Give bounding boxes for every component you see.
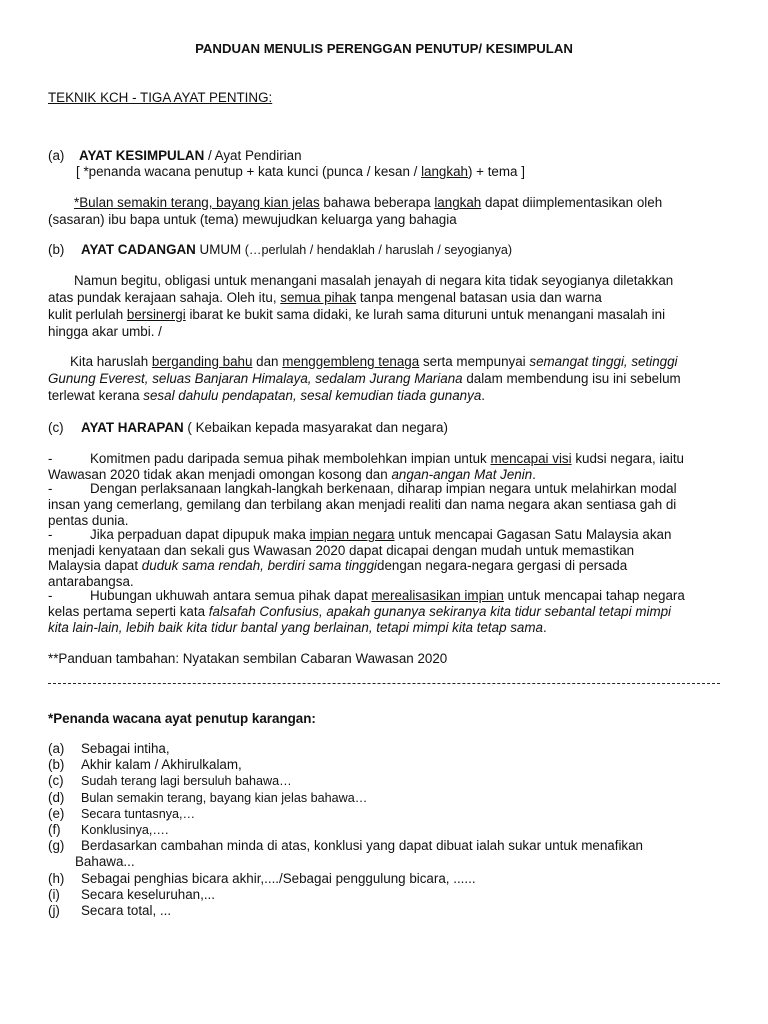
list-item: [48, 838, 728, 854]
list-item: [48, 757, 728, 773]
section-b-para2-line3: terlewat kerana sesal dahulu pendapatan, sesal kemudian tiada gunanya.: [48, 388, 486, 403]
list-item-text: Secara tuntasnya,…: [81, 806, 196, 821]
list-item: [48, 854, 728, 870]
section-c-item3-line3: Malaysia dapat duduk sama rendah, berdiri sama tinggidengan negara-negara gergasi di persada: [48, 558, 628, 573]
section-b-para1-line4: hingga akar umbi. /: [48, 324, 162, 339]
penanda-wacana-list: [48, 741, 728, 919]
additional-guidance-note: **Panduan tambahan: Nyatakan sembilan Cabaran Wawasan 2020: [48, 651, 448, 666]
section-c-item4-line1: - Hubungan ukhuwah antara semua pihak dapat merealisasikan impian untuk mencapai tahap negara: [48, 588, 685, 603]
list-item-text: Sebagai penghias bicara akhir,..../Sebagai penggulung bicara, ......: [81, 870, 476, 886]
list-item-text: Konklusinya,….: [81, 822, 169, 837]
section-c-item2-line2: insan yang cemerlang, gemilang dan terbilang akan menjadi realiti dan nama negara akan sentiasa gah di: [48, 497, 677, 512]
list-heading: *Penanda wacana ayat penutup karangan:: [48, 711, 316, 726]
section-a-example-line2: (sasaran) ibu bapa untuk (tema) mewujudkan keluarga yang bahagia: [48, 212, 457, 227]
list-item: [48, 822, 728, 838]
list-item-text: Berdasarkan cambahan minda di atas, konklusi yang dapat dibuat ialah sukar untuk menafikan: [81, 838, 644, 854]
list-item-label: (d): [48, 789, 65, 805]
list-item-text: Secara total, ...: [81, 902, 172, 918]
section-b-para1-line3: kulit perlulah bersinergi ibarat ke bukit sama didaki, ke lurah sama dituruni untuk menangani masalah ini: [48, 307, 666, 322]
section-c-title: AYAT HARAPAN: [81, 420, 184, 435]
section-b-heading: (b) AYAT CADANGAN UMUM (…perlulah / hendaklah / haruslah / seyogianya): [48, 242, 513, 257]
section-c-item3-line4: antarabangsa.: [48, 574, 134, 589]
list-item: [48, 790, 728, 806]
section-c-label: (c): [48, 420, 64, 435]
list-item-label: (c): [48, 773, 64, 789]
section-b-para2-line1: Kita haruslah berganding bahu dan menggembleng tenaga serta mempunyai semangat tinggi, setinggi: [70, 354, 678, 369]
list-item: [48, 741, 728, 757]
dashed-divider: [48, 683, 720, 684]
teknik-heading: TEKNIK KCH - TIGA AYAT PENTING:: [48, 90, 273, 105]
section-c-item1-line2: Wawasan 2020 tidak akan menjadi omongan kosong dan angan-angan Mat Jenin.: [48, 467, 536, 482]
list-item-text: Sebagai intiha,: [81, 741, 170, 756]
section-a-title-rest: / Ayat Pendirian: [204, 148, 302, 163]
section-c-item3-line1: - Jika perpaduan dapat dipupuk maka impian negara untuk mencapai Gagasan Satu Malaysia akan: [48, 527, 672, 542]
section-c-item3-line2: menjadi kenyataan dan sekali gus Wawasan 2020 dapat dicapai dengan mudah untuk memastikan: [48, 543, 635, 558]
list-item-label: (h): [48, 870, 65, 886]
list-item-text: Akhir kalam / Akhirulkalam,: [81, 757, 242, 773]
list-item-label: (a): [48, 741, 65, 756]
section-c-item2-line3: pentas dunia.: [48, 513, 129, 528]
section-a-formula: [ *penanda wacana penutup + kata kunci (punca / kesan / langkah) + tema ]: [76, 164, 525, 179]
section-a-label: (a): [48, 148, 65, 163]
page-title: PANDUAN MENULIS PERENGGAN PENUTUP/ KESIMPULAN: [195, 41, 573, 56]
section-c-item2-line1: - Dengan perlaksanaan langkah-langkah berkenaan, diharap impian negara untuk melahirkan modal: [48, 481, 677, 496]
section-a-title: AYAT KESIMPULAN: [79, 148, 205, 163]
section-b-para1-line2: atas pundak kerajaan sahaja. Oleh itu, semua pihak tanpa mengenal batasan usia dan warna: [48, 290, 602, 305]
list-item-text: Sudah terang lagi bersuluh bahawa…: [81, 774, 292, 789]
list-item: [48, 871, 728, 887]
section-b-label: (b): [48, 242, 65, 257]
section-b-para2-line2: Gunung Everest, seluas Banjaran Himalaya, sedalam Jurang Mariana dalam membendung isu ini sebelum: [48, 371, 681, 386]
section-b-title: AYAT CADANGAN: [81, 242, 196, 257]
section-b-hint: (…perlulah / hendaklah / haruslah / seyogianya): [241, 243, 513, 257]
list-item-text: Bahawa...: [75, 854, 135, 870]
list-item-label: (b): [48, 757, 65, 773]
list-item-label: (f): [48, 821, 61, 837]
list-item: [48, 903, 728, 919]
section-a-heading: [48, 148, 728, 165]
list-item: [48, 773, 728, 789]
list-item-label: (g): [48, 838, 65, 854]
section-c-item1-line1: - Komitmen padu daripada semua pihak membolehkan impian untuk mencapai visi kudsi negara, iaitu: [48, 451, 684, 466]
list-item-text: Secara keseluruhan,...: [81, 886, 215, 902]
list-item-label: (e): [48, 805, 65, 821]
list-item: [48, 806, 728, 822]
section-a-example-line1: *Bulan semakin terang, bayang kian jelas bahawa beberapa langkah dapat diimplementasikan oleh: [74, 195, 663, 210]
list-item-label: (j): [48, 902, 60, 918]
list-item-text: Bulan semakin terang, bayang kian jelas bahawa…: [81, 790, 368, 805]
section-c-item4-line2: kelas pertama seperti kata falsafah Confusius, apakah gunanya sekiranya kita tidur sebantal tetapi mimpi: [48, 604, 672, 619]
section-c-item4-line3: kita lain-lain, lebih baik kita tidur bantal yang berlainan, tetapi mimpi kita tetap sama.: [48, 620, 547, 635]
section-b-para1-line1: Namun begitu, obligasi untuk menangani masalah jenayah di negara kita tidak seyogianya diletakkan: [74, 273, 674, 288]
list-item-label: (i): [48, 886, 60, 902]
section-c-heading: (c) AYAT HARAPAN ( Kebaikan kepada masyarakat dan negara): [48, 420, 448, 435]
list-item: [48, 887, 728, 903]
